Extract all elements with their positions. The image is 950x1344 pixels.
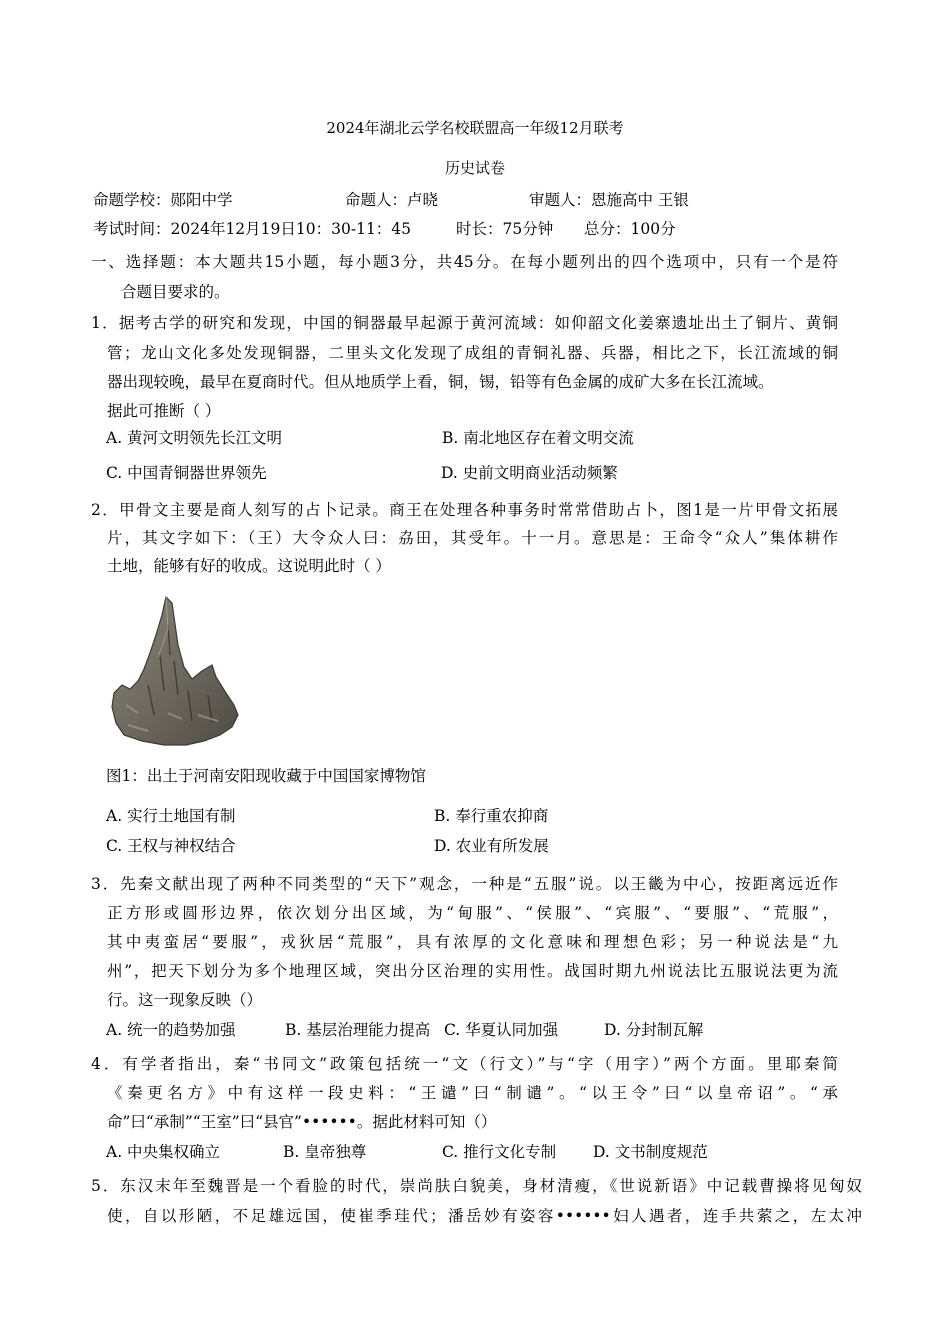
q1-text-line2: 管；龙山文化多处发现铜器，二里头文化发现了成组的青铜礼器、兵器，相比之下，长江流域的铜 (107, 344, 838, 362)
exam-title: 2024年湖北云学名校联盟高一年级12月联考 (326, 119, 624, 137)
q3-text-line3: 其中夷蛮居“要服”，戎狄居“荒服”，具有浓厚的文化意味和理想色彩；另一种说法是“九 (107, 933, 838, 951)
q2-option-d[interactable]: D. 农业有所发展 (434, 837, 549, 855)
q1-text-line3: 器出现较晚，最早在夏商时代。但从地质学上看，铜，锡，铅等有色金属的成矿大多在长江流域。 (107, 373, 774, 391)
q4-text-line1: 4．有学者指出，秦“书同文”政策包括统一“文（行文）”与“字（用字）”两个方面。里耶秦简 (91, 1055, 838, 1073)
q4-option-d[interactable]: D. 文书制度规范 (593, 1143, 708, 1161)
q5-text-line1: 5．东汉末年至魏晋是一个看脸的时代，崇尚肤白貌美，身材清瘦，《世说新语》中记载曹操将见匈奴 (91, 1177, 862, 1195)
figure1-caption: 图1：出土于河南安阳现收藏于中国国家博物馆 (106, 767, 426, 785)
q1-text-line4: 据此可推断（ ） (107, 402, 221, 420)
q1-option-d[interactable]: D. 史前文明商业活动频繁 (441, 464, 618, 482)
q3-text-line4: 州”，把天下划分为多个地理区域，突出分区治理的实用性。战国时期九州说法比五服说法更为流 (107, 962, 838, 980)
q2-text-line1: 2．甲骨文主要是商人刻写的占卜记录。商王在处理各种事务时常常借助占卜，图1是一片甲骨文拓展 (91, 501, 838, 519)
exam-subtitle: 历史试卷 (444, 159, 505, 177)
q1-text-line1: 1．据考古学的研究和发现，中国的铜器最早起源于黄河流域：如仰韶文化姜寨遗址出土了铜片、黄铜 (91, 314, 838, 332)
q1-option-c[interactable]: C. 中国青铜器世界领先 (106, 464, 267, 482)
q4-option-c[interactable]: C. 推行文化专制 (442, 1143, 557, 1161)
q3-option-a[interactable]: A. 统一的趋势加强 (106, 1021, 236, 1039)
q2-text-line3: 土地，能够有好的收成。这说明此时（ ） (107, 557, 391, 575)
q5-text-line2: 使，自以形陋，不足雄远国，使崔季珪代；潘岳妙有姿容••••••妇人遇者，连手共萦之，左太冲 (107, 1207, 862, 1225)
q2-option-b[interactable]: B. 奉行重农抑商 (434, 807, 549, 825)
exam-time: 考试时间：2024年12月19日10：30-11：45 (93, 220, 412, 238)
q3-text-line5: 行。这一现象反映（） (107, 991, 263, 1009)
section-instruction-line1: 一、选择题：本大题共15小题，每小题3分，共45分。在每小题列出的四个选项中，只有一个是符 (91, 253, 838, 271)
oracle-bone-image (108, 595, 240, 747)
q3-text-line2: 正方形或圆形边界，依次划分出区域，为“甸服”、“侯服”、“宾服”、“要服”、“荒服”， (107, 904, 838, 922)
q3-option-b[interactable]: B. 基层治理能力提高 (285, 1021, 431, 1039)
exam-total-score: 总分：100分 (584, 220, 676, 238)
q3-option-c[interactable]: C. 华夏认同加强 (444, 1021, 559, 1039)
proposing-school: 命题学校：郧阳中学 (93, 191, 233, 209)
q1-option-a[interactable]: A. 黄河文明领先长江文明 (106, 429, 283, 447)
proposer: 命题人：卢晓 (345, 191, 439, 209)
q3-text-line1: 3．先秦文献出现了两种不同类型的“天下”观念，一种是“五服”说。以王畿为中心，按距离远近作 (91, 875, 838, 893)
section-instruction-line2: 合题目要求的。 (121, 283, 230, 301)
reviewer: 审题人：恩施高中 王银 (529, 191, 689, 209)
q4-option-a[interactable]: A. 中央集权确立 (106, 1143, 221, 1161)
q2-text-line2: 片，其文字如下：（王）大令众人曰：劦田，其受年。十一月。意思是：王命令“众人”集体耕作 (107, 529, 838, 547)
q1-option-b[interactable]: B. 南北地区存在着文明交流 (442, 429, 634, 447)
q4-text-line2: 《秦更名方》中有这样一段史料：“王谴”曰“制谴”。“以王令”曰“以皇帝诏”。“承 (107, 1084, 838, 1102)
q4-option-b[interactable]: B. 皇帝独尊 (283, 1143, 367, 1161)
exam-duration: 时长：75分钟 (456, 220, 554, 238)
q4-text-line3: 命”曰“承制”“王室”曰“县官”••••••。据此材料可知（） (107, 1113, 497, 1131)
q2-option-a[interactable]: A. 实行土地国有制 (106, 807, 236, 825)
q2-option-c[interactable]: C. 王权与神权结合 (106, 837, 236, 855)
q3-option-d[interactable]: D. 分封制瓦解 (604, 1021, 704, 1039)
